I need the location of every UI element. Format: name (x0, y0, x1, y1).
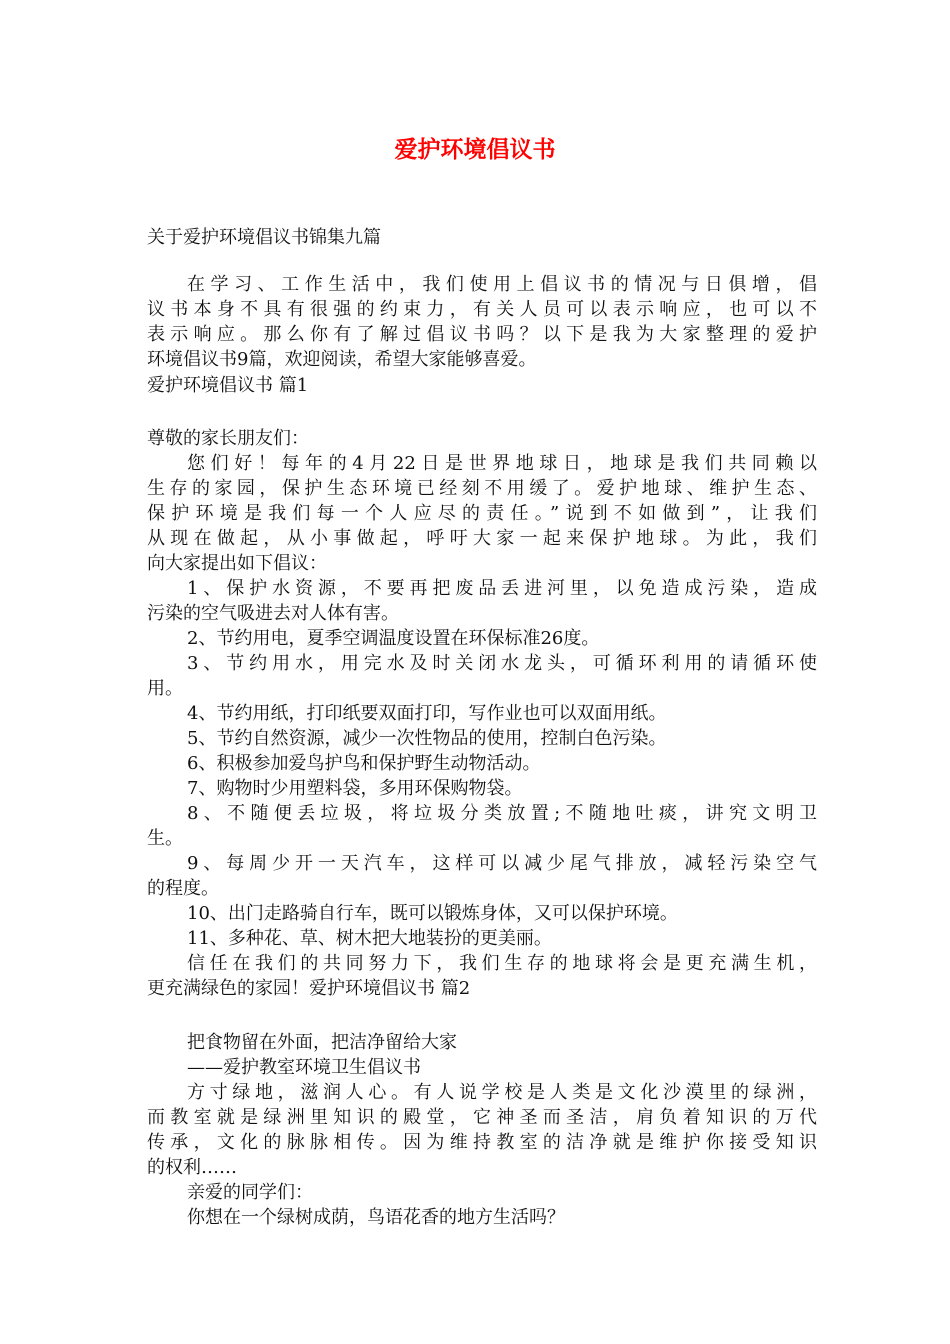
intro-line: 环境倡议书9篇，欢迎阅读，希望大家能够喜爱。 (147, 349, 537, 370)
salutation: 尊敬的家长朋友们： (147, 428, 309, 449)
list-item: 2、节约用电，夏季空调温度设置在环保标准26度。 (187, 628, 600, 649)
list-item-continuation: 的程度。 (147, 878, 219, 899)
list-item-continuation: 污染的空气吸进去对人体有害。 (147, 603, 399, 624)
salutation: 亲爱的同学们： (187, 1182, 313, 1203)
list-item: 6、积极参加爱鸟护鸟和保护野生动物活动。 (187, 753, 541, 774)
section-subtitle: ——爱护教室环境卫生倡议书 (187, 1057, 421, 1078)
list-item: 10、出门走路骑自行车，既可以锻炼身体，又可以保护环境。 (187, 903, 678, 924)
list-item: 3、节约用水，用完水及时关闭水龙头，可循环利用的请循环使 (187, 653, 817, 674)
paragraph-line: 信任在我们的共同努力下，我们生存的地球将会是更充满生机， (187, 953, 817, 974)
paragraph-line: 传承，文化的脉脉相传。因为维持教室的洁净就是维护你接受知识 (147, 1132, 817, 1153)
section-subtitle: 把食物留在外面，把洁净留给大家 (187, 1032, 457, 1053)
paragraph-line: 而教室就是绿洲里知识的殿堂，它神圣而圣洁，肩负着知识的万代 (147, 1107, 817, 1128)
list-item: 5、节约自然资源，减少一次性物品的使用，控制白色污染。 (187, 728, 667, 749)
intro-line: 在学习、工作生活中，我们使用上倡议书的情况与日俱增，倡 (187, 274, 817, 295)
paragraph-line: 您们好！每年的4月22日是世界地球日，地球是我们共同赖以 (187, 453, 817, 474)
paragraph-line: 向大家提出如下倡议： (147, 553, 327, 574)
document-subtitle: 关于爱护环境倡议书锦集九篇 (147, 227, 381, 248)
list-item: 7、购物时少用塑料袋，多用环保购物袋。 (187, 778, 523, 799)
list-item-continuation: 生。 (147, 828, 183, 849)
paragraph-line: 你想在一个绿树成荫，鸟语花香的地方生活吗？ (187, 1207, 565, 1228)
paragraph-line: 生存的家园，保护生态环境已经刻不用缓了。爱护地球、维护生态、 (147, 478, 817, 499)
list-item: 9、每周少开一天汽车，这样可以减少尾气排放，减轻污染空气 (187, 853, 817, 874)
list-item-continuation: 用。 (147, 678, 183, 699)
paragraph-line: 方寸绿地，滋润人心。有人说学校是人类是文化沙漠里的绿洲， (187, 1082, 817, 1103)
paragraph-line: 更充满绿色的家园！爱护环境倡议书 篇2 (147, 978, 471, 999)
intro-line: 表示响应。那么你有了解过倡议书吗？以下是我为大家整理的爱护 (147, 324, 817, 345)
list-item: 11、多种花、草、树木把大地装扮的更美丽。 (187, 928, 552, 949)
intro-line: 议书本身不具有很强的约束力，有关人员可以表示响应，也可以不 (147, 299, 817, 320)
paragraph-line: 的权利…… (147, 1157, 237, 1178)
list-item: 8、不随便丢垃圾，将垃圾分类放置;不随地吐痰，讲究文明卫 (187, 803, 817, 824)
paragraph-line: 从现在做起，从小事做起，呼吁大家一起来保护地球。为此，我们 (147, 528, 817, 549)
list-item: 4、节约用纸，打印纸要双面打印，写作业也可以双面用纸。 (187, 703, 667, 724)
document-title: 爱护环境倡议书 (394, 137, 556, 163)
list-item: 1、保护水资源，不要再把废品丢进河里，以免造成污染，造成 (187, 578, 817, 599)
paragraph-line: 保护环境是我们每一个人应尽的责任。”说到不如做到”，让我们 (147, 503, 817, 524)
section-heading: 爱护环境倡议书 篇1 (147, 375, 309, 396)
